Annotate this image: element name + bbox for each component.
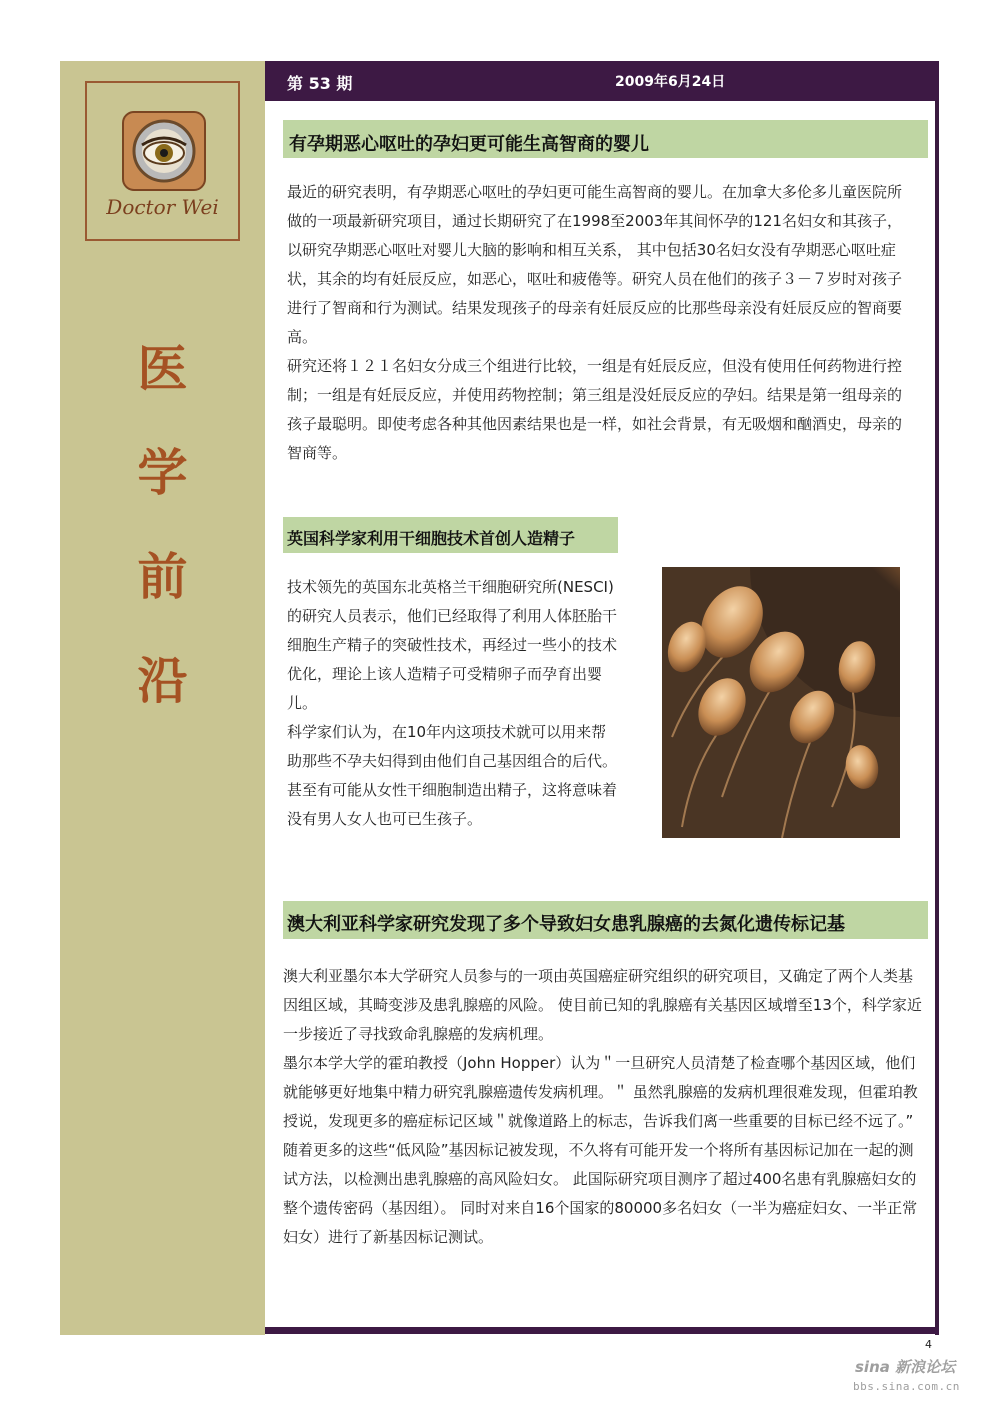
article-3-paragraph-1: 澳大利亚墨尔本大学研究人员参与的一项由英国癌症研究组织的研究项目，又确定了两个人类基因组区域，其畸变涉及患乳腺癌的风险。 使目前已知的乳腺癌有关基因区域增至13个，科学家近一步接近了寻找致命乳腺癌的发病机理。 [283, 967, 922, 1043]
article-3-title: 澳大利亚科学家研究发现了多个导致妇女患乳腺癌的去氮化遗传标记基 [283, 901, 928, 939]
article-1-paragraph-1: 最近的研究表明，有孕期恶心呕吐的孕妇更可能生高智商的婴儿。在加拿大多伦多儿童医院所做的一项最新研究项目，通过长期研究了在1998至2003年其间怀孕的121名妇女和其孩子，以研究孕期恶心呕吐对婴儿大脑的影响和相互关系， 其中包括30名妇女没有孕期恶心呕吐症状，其余的均有妊辰反应，如恶心，呕吐和疲倦等。研究人员在他们的孩子３－７岁时对孩子进行了智商和行为测试。结果发现孩子的母亲有妊辰反应的比那些母亲没有妊辰反应的智商要高。 [287, 183, 903, 346]
right-border [935, 61, 939, 1335]
article-2-paragraph-1: 技术领先的英国东北英格兰干细胞研究所(NESCI)的研究人员表示，他们已经取得了利用人体胚胎干细胞生产精子的突破性技术，再经过一些小的技术优化，理论上该人造精子可受精卵子而孕育出婴儿。 [287, 578, 618, 712]
eye-icon [122, 111, 206, 191]
article-1-body [287, 178, 912, 468]
watermark-url: bbs.sina.com.cn [853, 1380, 960, 1393]
article-2-body [287, 573, 617, 834]
article-1-paragraph-2: 研究还将１２１名妇女分成三个组进行比较，一组是有妊辰反应，但没有使用任何药物进行控制；一组是有妊辰反应，并使用药物控制；第三组是没妊辰反应的孕妇。结果是第一组母亲的孩子最聪明。即使考虑各种其他因素结果也是一样，如社会背景，有无吸烟和酗酒史，母亲的智商等。 [287, 357, 903, 462]
article-3-paragraph-3: 随着更多的这些“低风险”基因标记被发现，不久将有可能开发一个将所有基因标记加在一起的测试方法，以检测出患乳腺癌的高风险妇女。 此国际研究项目测序了超过400名患有乳腺癌妇女的整个遗传密码（基因组）。 同时对来自16个国家的80000多名妇女（一半为癌症妇女、一半正常妇女）进行了新基因标记测试。 [283, 1141, 918, 1246]
article-2-title: 英国科学家利用干细胞技术首创人造精子 [283, 517, 618, 553]
issue-number: 第 53 期 [287, 74, 353, 93]
section-title-char-2: 学 [137, 443, 188, 502]
issue-date: 2009年6月24日 [615, 74, 726, 90]
section-title-char-1: 医 [137, 339, 188, 398]
article-3-body [283, 962, 926, 1252]
logo-text: Doctor Wei [106, 195, 219, 219]
watermark [845, 1352, 975, 1400]
article-2-paragraph-2: 科学家们认为，在10年内这项技术就可以用来帮助那些不孕夫妇得到由他们自己基因组合的后代。甚至有可能从女性干细胞制造出精子，这将意味着没有男人女人也可已生孩子。 [287, 723, 618, 828]
sperm-cells-photo [662, 567, 900, 838]
page-number: 4 [925, 1338, 932, 1351]
article-3-paragraph-2: 墨尔本学大学的霍珀教授（John Hopper）认为＂一旦研究人员清楚了检查哪个基因区域，他们就能够更好地集中精力研究乳腺癌遗传发病机理。＂ 虽然乳腺癌的发病机理很难发现，但霍珀教授说，发现更多的癌症标记区域＂就像道路上的标志，告诉我们离一些重要的目标已经不远了。” [283, 1054, 918, 1130]
logo [85, 81, 240, 241]
footer-bar [265, 1327, 939, 1334]
header-bar [265, 61, 939, 101]
section-title-char-3: 前 [137, 547, 188, 606]
watermark-main: sina 新浪论坛 [855, 1358, 956, 1376]
section-title-char-4: 沿 [137, 651, 188, 710]
sidebar [60, 61, 265, 1335]
article-1-title: 有孕期恶心呕吐的孕妇更可能生高智商的婴儿 [283, 120, 928, 158]
